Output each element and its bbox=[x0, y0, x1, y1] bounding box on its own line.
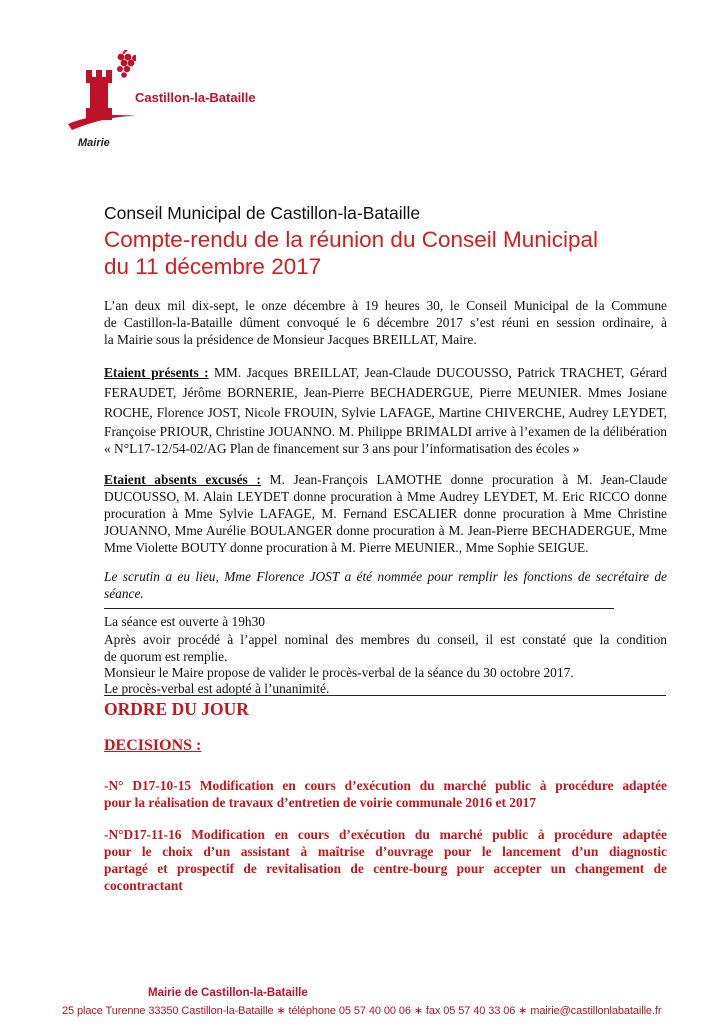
absents-line: Mme Violette BOUTY donne procuration à M. Pierre MEUNIER., Mme Sophie SEIGUE. bbox=[104, 540, 589, 555]
absents-line: JOUANNO, Mme Aurélie BOULANGER donne procuration à M. Jean-Pierre BECHADERGUE, Mme bbox=[104, 523, 667, 538]
seance-line: Monsieur le Maire propose de valider le procès-verbal de la séance du 30 octobre 2017. bbox=[104, 665, 574, 680]
seance-line: Après avoir procédé à l’appel nominal des membres du conseil, il est constaté que la condition bbox=[104, 632, 667, 647]
decision-line: -N° D17-10-15 Modification en cours d’exécution du marché public à procédure adaptée bbox=[104, 778, 667, 793]
report-title: Compte-rendu de la réunion du Conseil Municipal bbox=[104, 227, 599, 252]
separator-rule bbox=[104, 695, 666, 696]
presents-first-line bbox=[104, 364, 667, 381]
council-heading: Conseil Municipal de Castillon-la-Bataille bbox=[104, 203, 421, 223]
logo-town-name: Castillon-la-Bataille bbox=[135, 90, 256, 105]
decisions-heading: DECISIONS : bbox=[104, 737, 202, 754]
intro-line: L’an deux mil dix-sept, le onze décembre à 19 heures 30, le Conseil Municipal de la Commune bbox=[104, 298, 667, 313]
seance-line: La séance est ouverte à 19h30 bbox=[104, 614, 265, 629]
seance-line: Le procès-verbal est adopté à l’unanimité. bbox=[104, 681, 330, 696]
separator-rule bbox=[104, 608, 614, 609]
absents-line: procuration à Mme Sylvie LAFAGE, M. Fernand ESCALIER donne procuration à Mme Christine bbox=[104, 506, 667, 521]
intro-line: la Mairie sous la présidence de Monsieur Jacques BREILLAT, Maire. bbox=[104, 332, 477, 347]
absents-first-line bbox=[104, 471, 667, 488]
footer-title: Mairie de Castillon-la-Bataille bbox=[148, 987, 308, 999]
presents-label: Etaient présents : bbox=[104, 365, 209, 380]
logo-subtitle: Mairie bbox=[78, 137, 110, 149]
footer-contact: 25 place Turenne 33350 Castillon-la-Bataille ∗ téléphone 05 57 40 00 06 ∗ fax 05 57 40 33 06 ∗ mairie@castillonlabataille.fr bbox=[62, 1005, 662, 1017]
absents-text: M. Jean-François LAMOTHE donne procuration à M. Jean-Claude bbox=[260, 472, 668, 487]
agenda-heading: ORDRE DU JOUR bbox=[104, 699, 249, 719]
absents-label: Etaient absents excusés : bbox=[104, 472, 261, 487]
presents-line: « N°L17-12/54-02/AG Plan de financement sur 3 ans pour l’informatisation des écoles » bbox=[104, 441, 580, 456]
scrutin-line: Le scrutin a eu lieu, Mme Florence JOST a été nommée pour remplir les fonctions de secrétaire de bbox=[104, 569, 667, 584]
decision-line: pour la réalisation de travaux d’entretien de voirie communale 2016 et 2017 bbox=[104, 795, 537, 810]
presents-line: FERAUDET, Jérôme BORNERIE, Jean-Pierre BECHADERGUE, Pierre MEUNIER. Mmes Josiane bbox=[104, 385, 667, 400]
seance-line: de quorum est remplie. bbox=[104, 649, 228, 664]
presents-line: ROCHE, Florence JOST, Nicole FROUIN, Sylvie LAFAGE, Martine CHIVERCHE, Audrey LEYDET, bbox=[104, 405, 667, 420]
presents-line: Françoise PRIOUR, Christine JOUANNO. M. Philippe BRIMALDI arrive à l’examen de la délibération bbox=[104, 424, 667, 439]
presents-text: MM. Jacques BREILLAT, Jean-Claude DUCOUSSO, Patrick TRACHET, Gérard bbox=[208, 365, 668, 380]
decision-line: pour le choix d’un assistant à maîtrise d’ouvrage pour le lancement d’un diagnostic bbox=[104, 844, 667, 859]
town-logo bbox=[66, 50, 326, 160]
decision-line: -N°D17-11-16 Modification en cours d’exécution du marché public à procédure adaptée bbox=[104, 827, 667, 842]
scrutin-line: séance. bbox=[104, 586, 144, 601]
absents-line: DUCOUSSO, M. Alain LEYDET donne procuration à Mme Audrey LEYDET, M. Eric RICCO donne bbox=[104, 489, 667, 504]
decision-line: cocontractant bbox=[104, 878, 183, 893]
intro-line: de Castillon-la-Bataille dûment convoqué le 6 décembre 2017 s’est réuni en session ordinaire, à bbox=[104, 315, 667, 330]
report-date: du 11 décembre 2017 bbox=[104, 254, 322, 279]
decision-line: partagé et prospectif de revitalisation de centre-bourg pour accepter un changement de bbox=[104, 861, 667, 876]
castle-grapes-emblem bbox=[66, 50, 136, 140]
